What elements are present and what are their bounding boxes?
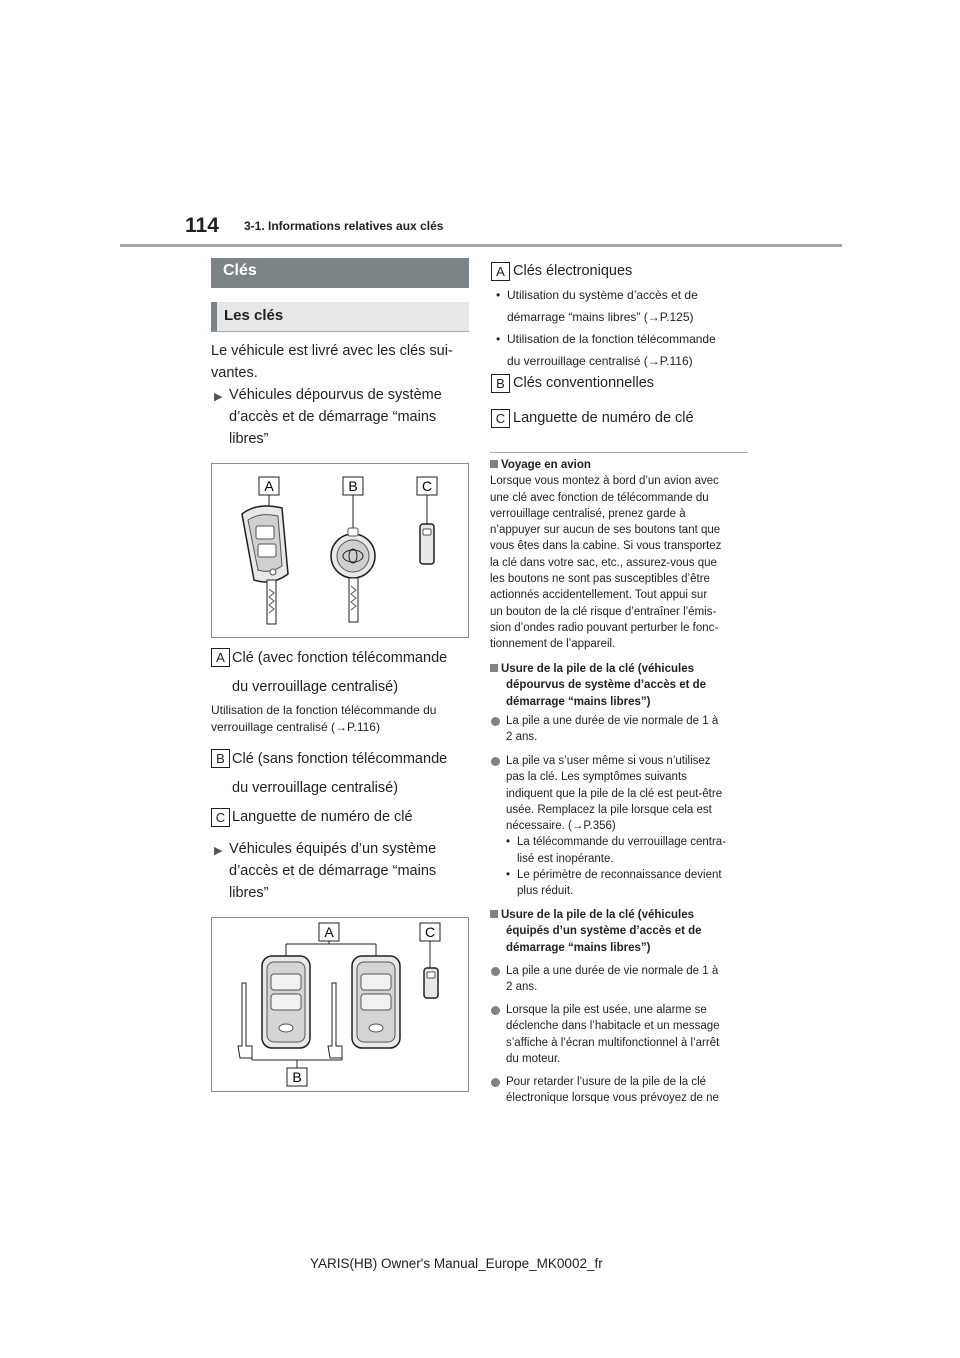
note-line: Lorsque la pile est usée, une alarme se <box>506 1004 707 1016</box>
item-line: du verrouillage centralisé) <box>232 780 399 796</box>
note-line: La pile a une durée de vie normale de 1 à <box>506 715 719 727</box>
heading-line: libres” <box>229 885 269 901</box>
circle-bullet-icon <box>491 1006 500 1015</box>
bullet-line: du verrouillage centralisé (→P.116) <box>507 354 693 368</box>
note-line: 2 ans. <box>506 981 538 994</box>
label-box-b: B <box>211 749 230 768</box>
note-line: usée. Remplacez la pile lorsque cela est <box>506 803 712 816</box>
note-line: verrouillage centralisé (→P.116) <box>211 720 380 734</box>
note-line: pas la clé. Les symptômes suivants <box>506 771 687 784</box>
note-line: sion d’ondes radio pouvant perturber le fonc- <box>490 621 719 634</box>
figure-keys-without-smart-entry <box>211 463 469 638</box>
intro-line: Le véhicule est livré avec les clés sui- <box>211 343 453 359</box>
remote-key-a <box>242 506 288 624</box>
heading-with-smart-entry <box>229 838 436 904</box>
smart-key-1 <box>238 956 310 1058</box>
item-line: du verrouillage centralisé) <box>232 679 399 695</box>
page-number: 114 <box>185 214 219 237</box>
item-line: Clé (sans fonction télécommande <box>232 751 448 767</box>
note-usure2-p2 <box>506 1002 720 1067</box>
note-line: nécessaire. (→P.356) <box>506 820 616 833</box>
electronic-keys-title: Clés électroniques <box>513 263 633 279</box>
bullet-line: démarrage “mains libres” (→P.125) <box>507 310 694 324</box>
label-box-a: A <box>211 648 230 667</box>
smart-key-2 <box>328 956 400 1058</box>
sub-bullet-line: lisé est inopérante. <box>517 852 614 865</box>
note-title-line: Usure de la pile de la clé (véhicules <box>501 909 695 921</box>
fig1-label-a: A <box>264 478 274 494</box>
note-usure2-p3 <box>506 1074 719 1107</box>
note-title-line: équipés d’un système d’accès et de <box>506 925 702 938</box>
intro-line: vantes. <box>211 365 258 381</box>
item-a-note <box>211 702 436 736</box>
note-line: électronique lorsque vous prévoyez de ne <box>506 1092 719 1105</box>
smart-keys-illustration <box>212 918 468 1091</box>
note-line: déclenche dans l’habitacle et un message <box>506 1020 720 1033</box>
conventional-keys-title: Clés conventionnelles <box>513 375 655 391</box>
intro-paragraph <box>211 340 453 384</box>
sub-bullet-line: Le périmètre de reconnaissance devient <box>517 869 722 882</box>
note-line: la clé dans votre sac, etc., assurez-vous que <box>490 556 717 569</box>
note-usure2-p1 <box>506 963 718 996</box>
note-line: les boutons ne sont pas susceptibles d’être <box>490 573 710 586</box>
item-a-text <box>232 647 447 698</box>
fig1-label-c: C <box>421 478 433 494</box>
note-usure1-p1 <box>506 713 718 746</box>
note-line: un bouton de la clé risque d’entraîner l’émis- <box>490 605 717 618</box>
label-box-c-right: C <box>491 409 510 428</box>
circle-bullet-icon <box>491 967 500 976</box>
note-title-line: démarrage “mains libres”) <box>506 941 651 954</box>
triangle-bullet-icon: ▶ <box>214 391 223 403</box>
square-bullet-icon <box>490 910 498 918</box>
note-line: 2 ans. <box>506 731 538 744</box>
heading-line: d’accès et de démarrage “mains <box>229 409 437 425</box>
note-line: Utilisation de la fonction télécommande du <box>211 703 437 717</box>
note-line: La pile a une durée de vie normale de 1 à <box>506 965 719 977</box>
fig1-label-b: B <box>348 478 358 494</box>
note-usure2-title <box>490 907 752 956</box>
heading-line: Véhicules équipés d’un système <box>229 841 437 857</box>
note-title: Voyage en avion <box>501 459 591 471</box>
figure-keys-with-smart-entry <box>211 917 469 1092</box>
bullet-line: Utilisation du système d’accès et de <box>507 288 698 302</box>
bullet-line: Utilisation de la fonction télécommande <box>507 332 716 346</box>
note-line: La pile va s’user même si vous n’utilisez <box>506 755 711 767</box>
notes-divider <box>490 452 748 453</box>
section-title: Clés <box>223 262 257 279</box>
note-voyage <box>490 457 752 653</box>
fig2-label-a: A <box>324 924 334 940</box>
heading-without-smart-entry <box>229 384 442 450</box>
label-box-b-right: B <box>491 374 510 393</box>
item-b-text <box>232 748 447 799</box>
triangle-bullet-icon: ▶ <box>214 845 223 857</box>
item-c-text: Languette de numéro de clé <box>232 809 413 825</box>
fig2-label-c: C <box>424 924 436 940</box>
key-number-tag-c <box>420 524 434 564</box>
circle-bullet-icon <box>491 717 500 726</box>
note-line: du moteur. <box>506 1052 561 1065</box>
note-line: tionnement de l’appareil. <box>490 638 616 651</box>
note-line: une clé avec fonction de télécommande du <box>490 491 709 504</box>
conventional-key-b <box>331 528 375 622</box>
page-footer: YARIS(HB) Owner's Manual_Europe_MK0002_fr <box>310 1256 603 1271</box>
sub-bullet-line: plus réduit. <box>517 885 574 898</box>
note-line: indiquent que la pile de la clé est peut-être <box>506 787 723 800</box>
circle-bullet-icon <box>491 1078 500 1087</box>
key-tag-title: Languette de numéro de clé <box>513 410 694 426</box>
heading-line: Véhicules dépourvus de système <box>229 387 442 403</box>
label-box-a-right: A <box>491 262 510 281</box>
electronic-keys-bullets: • Utilisation du système d’accès et de démarrage “mains libres” (→P.125) • Utilisation de la fonction télécommande du verrouillage centralisé (→P.116) <box>496 288 716 368</box>
note-title-line: démarrage “mains libres”) <box>506 695 651 708</box>
subsection-title-bar <box>211 302 469 332</box>
note-line: Lorsque vous montez à bord d’un avion avec <box>490 475 719 488</box>
subsection-title: Les clés <box>224 307 284 324</box>
note-usure1-title <box>490 661 752 710</box>
note-line: actionnés accidentellement. Tout appui sur <box>490 589 708 602</box>
fig2-label-b: B <box>292 1069 302 1085</box>
note-line: vous êtes dans la cabine. Si vous transportez <box>490 540 722 553</box>
keys-illustration <box>212 464 468 637</box>
square-bullet-icon <box>490 664 498 672</box>
sub-bullet-line: La télécommande du verrouillage centra- <box>517 836 727 849</box>
key-number-tag-c2 <box>424 968 438 998</box>
section-title-bar <box>211 258 469 288</box>
note-title-line: Usure de la pile de la clé (véhicules <box>501 663 695 675</box>
running-head: 3-1. Informations relatives aux clés <box>244 219 444 233</box>
heading-line: libres” <box>229 431 269 447</box>
header-rule <box>120 244 842 247</box>
note-title-line: dépourvus de système d’accès et de <box>506 679 707 692</box>
item-line: Clé (avec fonction télécommande <box>232 650 448 666</box>
circle-bullet-icon <box>491 757 500 766</box>
note-line: s’affiche à l’écran multifonctionnel à l’arrêt <box>506 1036 720 1049</box>
note-line: verrouillage centralisé, prenez garde à <box>490 507 686 520</box>
square-bullet-icon <box>490 460 498 468</box>
label-box-c: C <box>211 808 230 827</box>
note-usure1-p2: La pile va s’user même si vous n’utilisez pas la clé. Les symptômes suivants indiquent que la pile de la clé est peut-être usée. Remplacez la pile lorsque cela est nécessaire. (→P.356) • La télécommande du verrouillage centra- lisé est inopérante. • Le périmètre de reconnaissance devient plus réduit. <box>506 753 726 900</box>
note-line: n’appuyer sur aucun de ses boutons tant que <box>490 524 721 537</box>
heading-line: d’accès et de démarrage “mains <box>229 863 437 879</box>
note-line: Pour retarder l’usure de la pile de la clé <box>506 1076 707 1088</box>
